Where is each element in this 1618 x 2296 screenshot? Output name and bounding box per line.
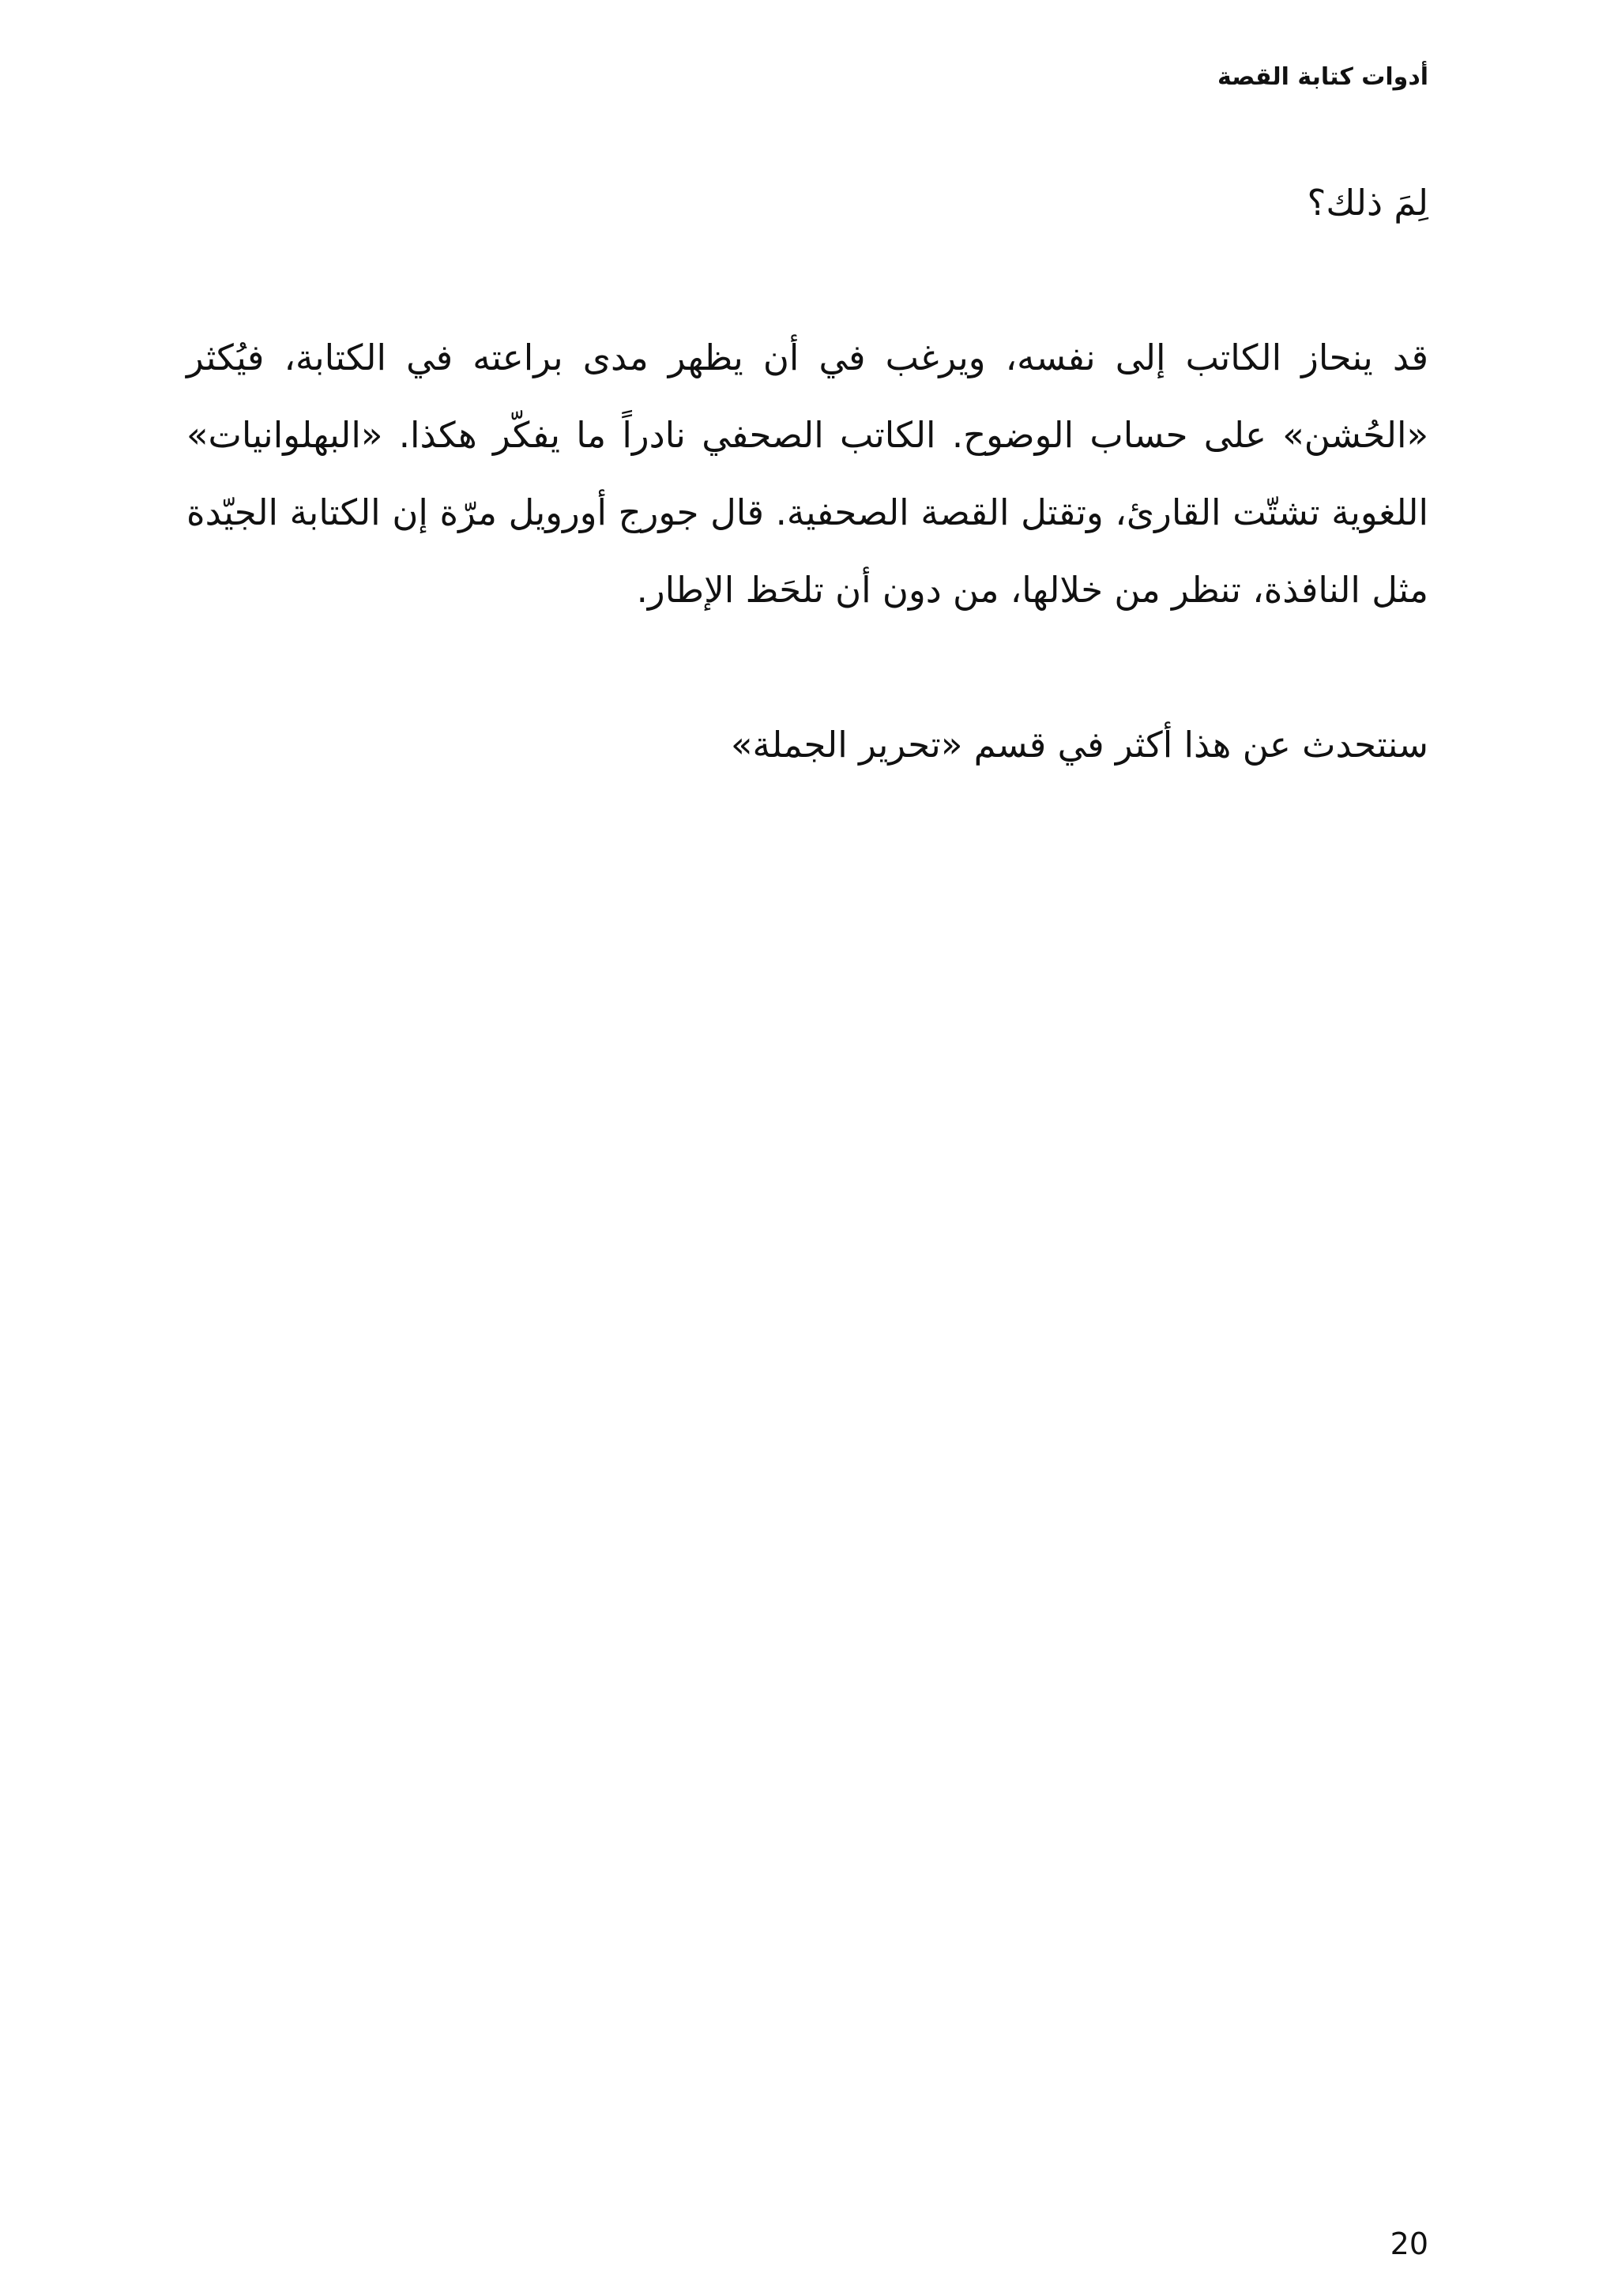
closing-line: سنتحدث عن هذا أكثر في قسم «تحرير الجملة»: [730, 724, 1428, 766]
page-number: 20: [1390, 2226, 1428, 2261]
running-header: أدوات كتابة القصة: [1217, 63, 1428, 91]
page-body: [186, 164, 1428, 784]
body-paragraph: قد ينحاز الكاتب إلى نفسه، ويرغب في أن يظهر مدى براعته في الكتابة، فيُكثر «الحُشن» على حساب الوضوح. الكاتب الصحفي نادراً ما يفكّر هكذا. «البهلوانيات» اللغوية تشتّت القارئ، وتقتل القصة الصحفية. قال جورج أورويل مرّة إن الكتابة الجيّدة مثل النافذة، تنظر من خلالها، من دون أن تلحَظ الإطار.: [186, 337, 1428, 611]
question-line: لِمَ ذلك؟: [1307, 182, 1428, 224]
